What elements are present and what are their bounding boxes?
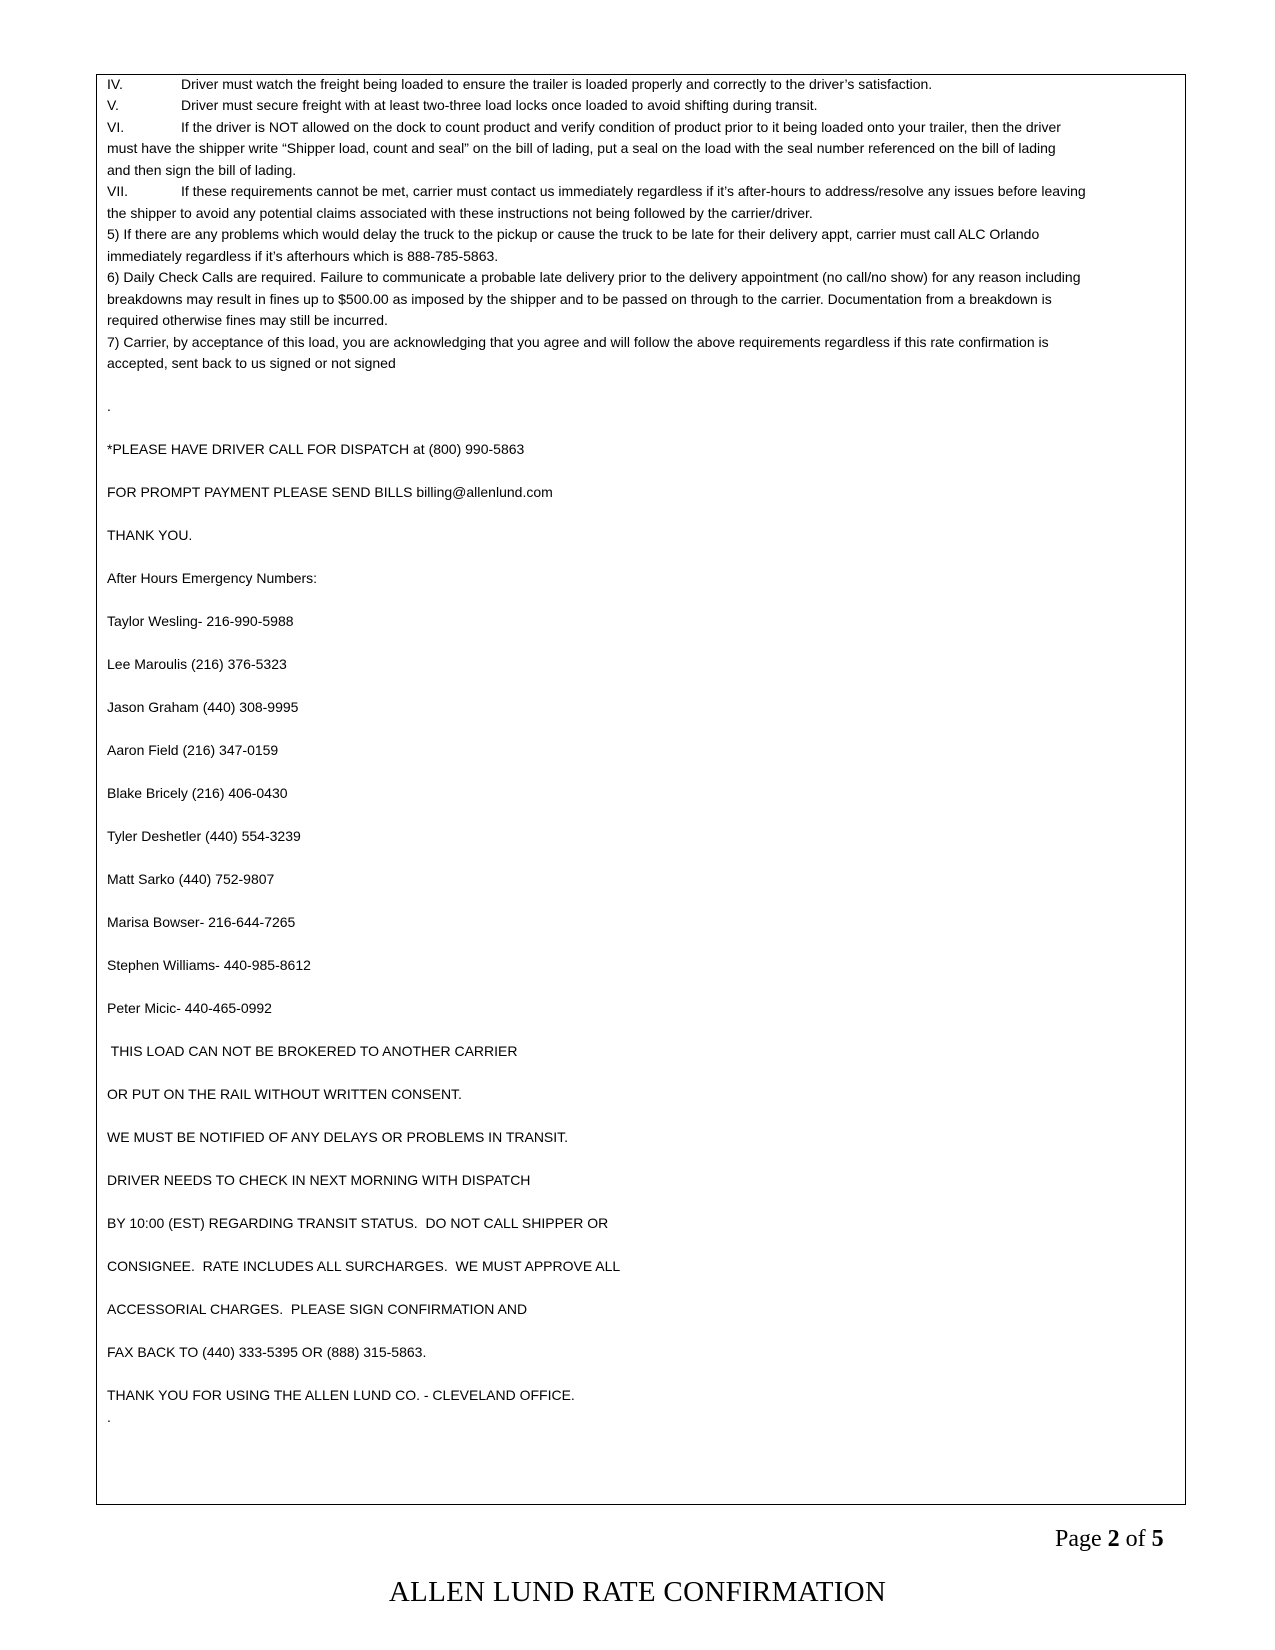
terms-line: DRIVER NEEDS TO CHECK IN NEXT MORNING WITH DISPATCH [107, 1172, 531, 1188]
instruction-5-line-2: immediately regardless if it’s afterhours which is 888-785-5863. [107, 248, 499, 264]
instruction-6: 6) Daily Check Calls are required. Failure to communicate a probable late delivery prior to the delivery appointment (no call/no show) for any reason including [107, 269, 1081, 285]
page-number: Page 2 of 5 [1055, 1526, 1164, 1552]
dispatch-note: *PLEASE HAVE DRIVER CALL FOR DISPATCH at (800) 990-5863 [107, 441, 525, 457]
instruction-iv: IV. Driver must watch the freight being loaded to ensure the trailer is loaded properly and correctly to the driver’s satisfaction. [107, 76, 933, 92]
footer-title: ALLEN LUND RATE CONFIRMATION [388, 1576, 887, 1608]
separator-dot: . [107, 398, 111, 414]
instruction-v: V. Driver must secure freight with at least two-three load locks once loaded to avoid shifting during transit. [107, 97, 818, 113]
instruction-vi: VI. If the driver is NOT allowed on the dock to count product and verify condition of product prior to it being loaded onto your trailer, then the driver [107, 119, 1061, 135]
emergency-heading: After Hours Emergency Numbers: [107, 570, 318, 586]
instruction-vi-line-3: and then sign the bill of lading. [107, 162, 297, 178]
instruction-5: 5) If there are any problems which would delay the truck to the pickup or cause the truck to be late for their delivery appt, carrier must call ALC Orlando [107, 226, 1040, 242]
emergency-contact: Matt Sarko (440) 752-9807 [107, 871, 275, 887]
emergency-contact: Taylor Wesling- 216-990-5988 [107, 613, 294, 629]
emergency-contact: Aaron Field (216) 347-0159 [107, 742, 279, 758]
total-pages: 5 [1151, 1526, 1164, 1552]
instruction-6-line-2: breakdowns may result in fines up to $500.00 as imposed by the shipper and to be passed on through to the carrier. Documentation from a breakdown is [107, 291, 1052, 307]
instruction-7: 7) Carrier, by acceptance of this load, you are acknowledging that you agree and will follow the above requirements regardless if this rate confirmation is [107, 334, 1049, 350]
terms-line: WE MUST BE NOTIFIED OF ANY DELAYS OR PROBLEMS IN TRANSIT. [107, 1129, 569, 1145]
instruction-6-line-3: required otherwise fines may still be incurred. [107, 312, 388, 328]
terms-line: THIS LOAD CAN NOT BE BROKERED TO ANOTHER CARRIER [107, 1043, 518, 1059]
current-page: 2 [1107, 1526, 1120, 1552]
emergency-contact: Tyler Deshetler (440) 554-3239 [107, 828, 301, 844]
emergency-contact: Jason Graham (440) 308-9995 [107, 699, 299, 715]
separator-dot: . [107, 1409, 111, 1425]
instruction-vii: VII. If these requirements cannot be met, carrier must contact us immediately regardless if it’s after-hours to address/resolve any issues before leaving [107, 183, 1086, 199]
instruction-vii-line-2: the shipper to avoid any potential claims associated with these instructions not being followed by the carrier/driver. [107, 205, 813, 221]
emergency-contact: Marisa Bowser- 216-644-7265 [107, 914, 296, 930]
instruction-vi-line-2: must have the shipper write “Shipper load, count and seal” on the bill of lading, put a seal on the load with the seal number referenced on the bill of lading [107, 140, 1056, 156]
terms-line: FAX BACK TO (440) 333-5395 OR (888) 315-5863. [107, 1344, 427, 1360]
instruction-7-line-2: accepted, sent back to us signed or not signed [107, 355, 396, 371]
emergency-contact: Lee Maroulis (216) 376-5323 [107, 656, 287, 672]
terms-line: ACCESSORIAL CHARGES. PLEASE SIGN CONFIRMATION AND [107, 1301, 528, 1317]
terms-line: CONSIGNEE. RATE INCLUDES ALL SURCHARGES. WE MUST APPROVE ALL [107, 1258, 621, 1274]
emergency-contact: Stephen Williams- 440-985-8612 [107, 957, 311, 973]
terms-line: BY 10:00 (EST) REGARDING TRANSIT STATUS. DO NOT CALL SHIPPER OR [107, 1215, 609, 1231]
terms-line: OR PUT ON THE RAIL WITHOUT WRITTEN CONSENT. [107, 1086, 462, 1102]
emergency-contact: Blake Bricely (216) 406-0430 [107, 785, 288, 801]
emergency-contact: Peter Micic- 440-465-0992 [107, 1000, 272, 1016]
billing-note: FOR PROMPT PAYMENT PLEASE SEND BILLS billing@allenlund.com [107, 484, 553, 500]
thank-you-note: THANK YOU. [107, 527, 193, 543]
terms-line: THANK YOU FOR USING THE ALLEN LUND CO. - CLEVELAND OFFICE. [107, 1387, 575, 1403]
